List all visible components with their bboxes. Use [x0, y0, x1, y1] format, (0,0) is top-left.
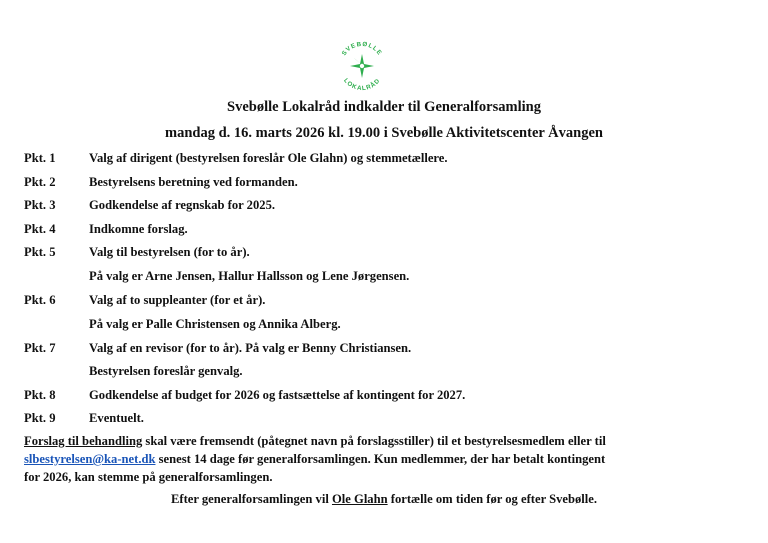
agenda-item-text: Eventuelt. — [89, 411, 144, 425]
closing-note — [0, 491, 768, 507]
proposal-deadline-line2 — [24, 451, 724, 467]
agenda-item-text: Valg af to suppleanter (for et år). — [89, 293, 266, 307]
agenda-item-number: Pkt. 9 — [24, 411, 56, 425]
agenda-item-number: Pkt. 2 — [24, 175, 56, 189]
logo-text-bottom: LOKALRÅD — [342, 77, 382, 93]
agenda-item-text: Valg af dirigent (bestyrelsen foreslår Ole Glahn) og stemmetællere. — [89, 151, 448, 165]
proposal-heading: Forslag til behandling — [24, 434, 143, 448]
page-title: Svebølle Lokalråd indkalder til Generalforsamling — [227, 99, 541, 115]
proposal-text: senest 14 dage før generalforsamlingen. Kun medlemmer, der har betalt kontingent — [155, 452, 606, 466]
agenda-item-number: Pkt. 5 — [24, 245, 56, 259]
agenda-item-text: Godkendelse af regnskab for 2025. — [89, 198, 276, 212]
closing-text-before: Efter generalforsamlingen vil — [170, 492, 332, 506]
agenda-item-text: Bestyrelsens beretning ved formanden. — [89, 175, 298, 189]
agenda-item-number: Pkt. 4 — [24, 222, 56, 236]
svg-text:LOKALRÅD — [342, 77, 382, 92]
agenda-item-text: Godkendelse af budget for 2026 og fastsættelse af kontingent for 2027. — [89, 388, 466, 402]
agenda-item-number: Pkt. 6 — [24, 293, 56, 307]
proposal-deadline-line3: for 2026, kan stemme på generalforsamlingen. — [24, 470, 273, 484]
proposal-text: skal være fremsendt (påtegnet navn på forslagsstiller) til et bestyrelsesmedlem eller til — [142, 434, 606, 448]
logo-text-top: SVEBØLLE — [340, 40, 384, 58]
agenda-item-continuation: På valg er Palle Christensen og Annika Alberg. — [89, 317, 341, 331]
agenda-item-continuation: På valg er Arne Jensen, Hallur Hallsson og Lene Jørgensen. — [89, 269, 410, 283]
proposal-deadline-line1 — [24, 433, 724, 449]
agenda-item-number: Pkt. 1 — [24, 151, 56, 165]
agenda-item-text: Indkomne forslag. — [89, 222, 188, 236]
agenda-item-text: Valg til bestyrelsen (for to år). — [89, 245, 250, 259]
agenda-item-number: Pkt. 8 — [24, 388, 56, 402]
agenda-item-number: Pkt. 3 — [24, 198, 56, 212]
speaker-name: Ole Glahn — [331, 492, 388, 506]
email-link[interactable]: slbestyrelsen@ka-net.dk — [24, 452, 156, 466]
meeting-date-location: mandag d. 16. marts 2026 kl. 19.00 i Svebølle Aktivitetscenter Åvangen — [165, 125, 603, 141]
agenda-item-continuation: Bestyrelsen foreslår genvalg. — [89, 364, 243, 378]
logo — [334, 38, 390, 94]
closing-text-after: fortælle om tiden før og efter Svebølle. — [387, 492, 598, 506]
lokalraad-logo-mark — [334, 38, 390, 94]
agenda-item-number: Pkt. 7 — [24, 341, 56, 355]
agenda-item-text: Valg af en revisor (for to år). På valg er Benny Christiansen. — [89, 341, 412, 355]
